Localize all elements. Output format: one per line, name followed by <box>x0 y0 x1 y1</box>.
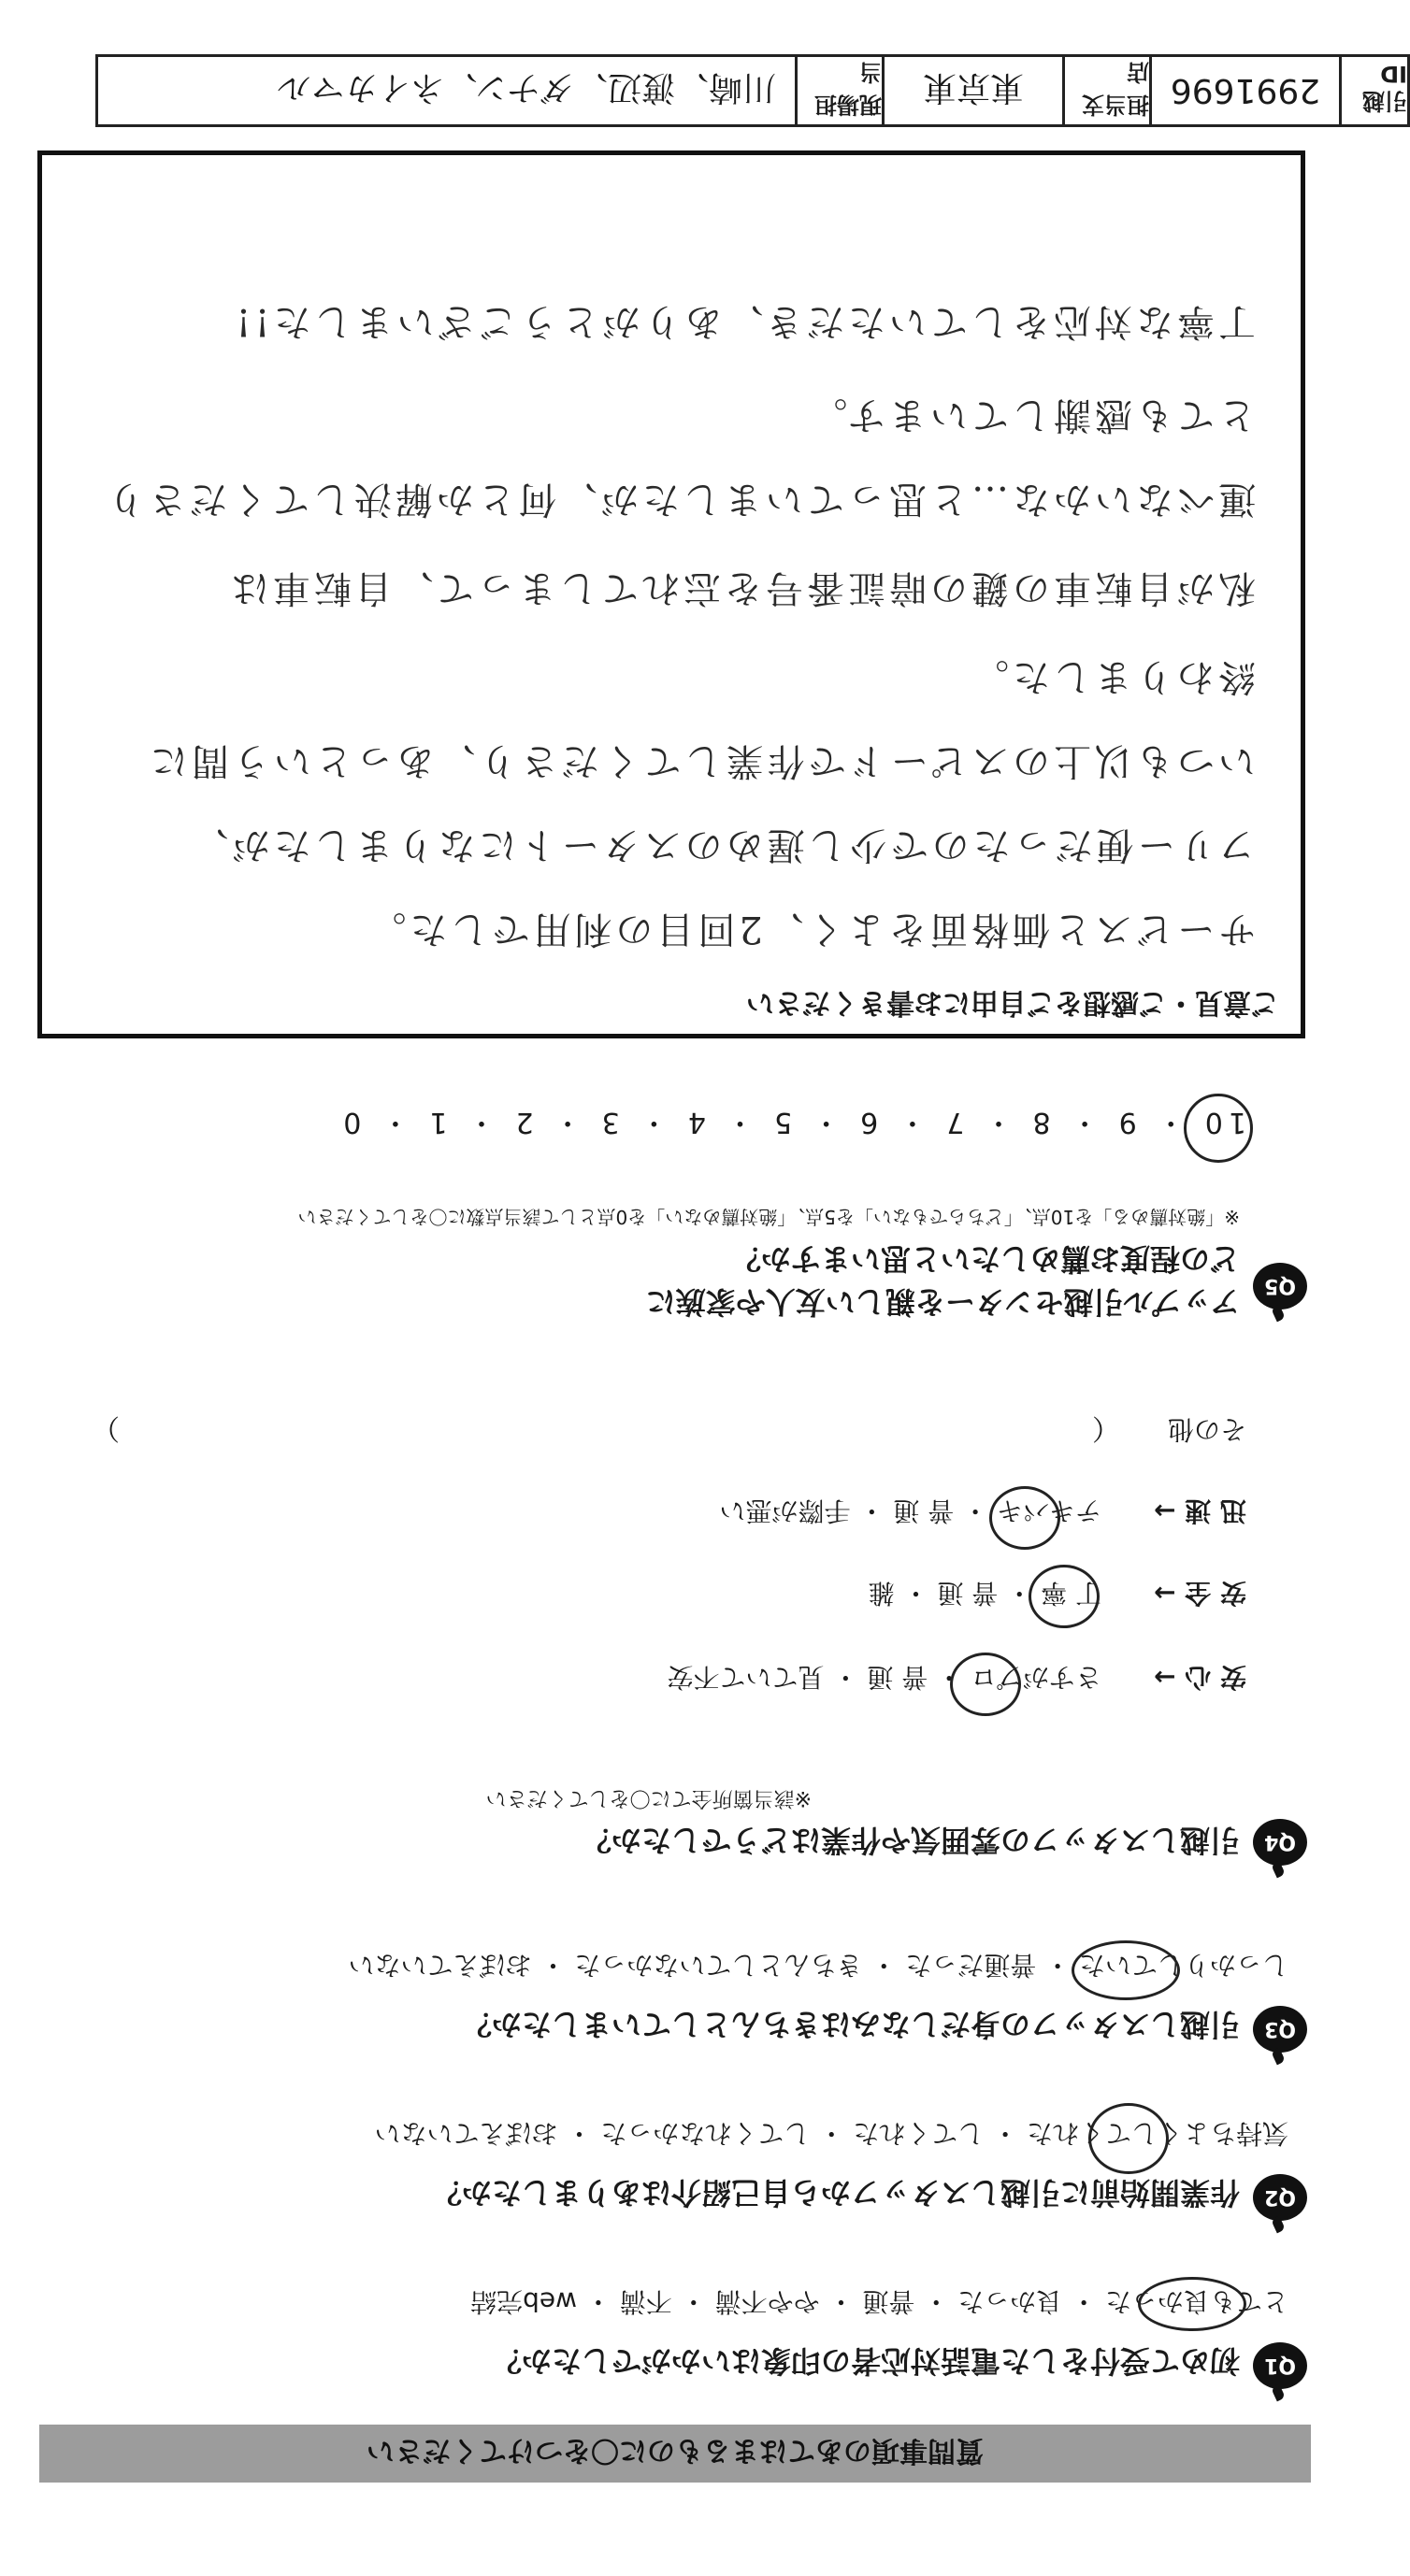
comment-line-6: 運べないかな…と思っていましたが、何とか解決してくださり <box>104 478 1256 521</box>
q5-icon: Q5 <box>1253 1263 1307 1309</box>
q5-answer-circle <box>1184 1094 1253 1163</box>
q4-question: 引越しスタッフの雰囲気や作業はどうでしたか？ <box>581 1823 1240 1858</box>
comment-line-5: 私が自転車の鍵の暗証番号を忘れてしまって、自転車は <box>227 566 1256 609</box>
q4-note: ※該当箇所全てに〇をしてください <box>485 1786 812 1810</box>
leader-value: 川崎、渡辺、ダナン、ネイカマル <box>277 68 776 107</box>
footer-table <box>95 54 1410 127</box>
q4-other-label: その他 <box>1167 1414 1246 1445</box>
instruction-banner: 質問事項のあてはまるものに〇をつけてください <box>39 2425 1311 2483</box>
q2-question: 作業開始前に引越しスタッフから自己紹介はありましたか？ <box>431 2175 1240 2211</box>
comment-line-8: 丁寧な対応をしていただき、ありがとうございました!! <box>232 300 1256 343</box>
q4-row3-circle <box>989 1486 1060 1550</box>
q4-row2-circle <box>1029 1565 1100 1628</box>
leader-label: 現場担当 <box>795 57 882 124</box>
q2-answer-circle <box>1088 2103 1169 2174</box>
q4-icon: Q4 <box>1253 1819 1307 1866</box>
q2-options: 気持ちよくしてくれた ・ してくれた ・ してくれなかった ・ おぼえていない <box>374 2118 1288 2149</box>
q3-icon: Q3 <box>1253 2006 1307 2053</box>
comment-line-2: フリー便だったので少し遅めのスタートになりましたが、 <box>187 823 1256 866</box>
q5-question-line2: どの程度お薦めしたいと思いますか？ <box>730 1241 1240 1277</box>
q5-question-line1: アップル引越センターを親しい友人や家族に <box>645 1284 1240 1320</box>
q3-question: 引越しスタッフの身だしなみはきちんとしていましたか？ <box>461 2007 1240 2042</box>
q3-options: しっかりしていた ・ 普通だった ・ きちんとしていなかった ・ おぼえていない <box>348 1950 1288 1981</box>
q1-answer-circle <box>1138 2277 1246 2331</box>
q5-scale: 10 ・ 9 ・ 8 ・ 7 ・ 6 ・ 5 ・ 4 ・ 3 ・ 2 ・ 1 ・ 0 <box>338 1106 1246 1138</box>
q4-row1-label: 安 心 → <box>1154 1662 1246 1693</box>
branch-value: 東京東 <box>882 57 1062 124</box>
comment-line-1: サービスと価格面をよく、2回目の利用でした。 <box>365 908 1256 951</box>
q4-row1-options: さすがプロ ・ 普 通 ・ 見ていて不安 <box>667 1662 1101 1693</box>
q1-question: 初めて受付をした電話対応者の印象はいかがでしたか？ <box>491 2343 1240 2379</box>
comment-line-4: 終わりました。 <box>968 655 1256 698</box>
q4-row2-options: 丁 寧 ・ 普 通 ・ 雑 <box>868 1578 1101 1609</box>
q3-answer-circle <box>1072 1940 1180 2000</box>
comments-title: ご意見・ご感想をご自由にお書きください <box>746 986 1279 1019</box>
q5-note: ※「絶対薦める」を10点、「どちらでもない」を5点、「絶対薦めない」を0点として該当点数に〇をしてください <box>297 1206 1240 1228</box>
q4-row2-label: 安 全 → <box>1154 1578 1246 1609</box>
q1-options: とても良かった ・ 良かった ・ 普通 ・ やや不満 ・ 不満 ・ web完結 <box>470 2286 1288 2317</box>
q4-row1-circle <box>950 1653 1021 1716</box>
q4-other-paren-open: （ <box>1092 1411 1120 1444</box>
comment-line-3: いつも以上のスピードで作業してくださり、あっという間に <box>147 739 1256 782</box>
comment-line-7: とても感謝しています。 <box>806 394 1256 436</box>
id-value: 2991696 <box>1149 57 1339 124</box>
id-label: 引越 ID <box>1339 57 1407 124</box>
branch-label: 担当支店 <box>1062 57 1149 124</box>
q4-other-paren-close: ） <box>92 1411 120 1444</box>
q2-icon: Q2 <box>1253 2174 1307 2221</box>
q4-row3-label: 迅 速 → <box>1154 1496 1246 1526</box>
q4-row3-options: テキパキ ・ 普 通 ・ 手際が悪い <box>719 1496 1101 1526</box>
q1-icon: Q1 <box>1253 2342 1307 2389</box>
